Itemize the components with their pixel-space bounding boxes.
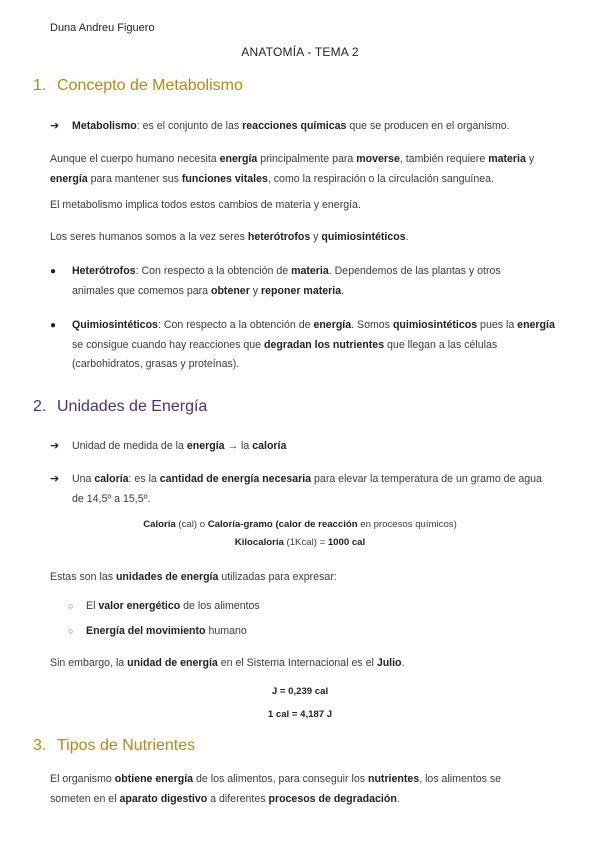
equation-cal-to-julio: 1 cal = 4,187 J: [267, 709, 333, 720]
list-item-quimiosinteticos: [50, 316, 570, 375]
caloria-text: Una caloría: es la cantidad de energía necesaria para elevar la temperatura de un gramo de agua de 14,5º a 15,5º.: [72, 473, 542, 505]
list-item-valor-energetico: [68, 597, 568, 617]
document-title: ANATOMÍA - TEMA 2: [241, 45, 359, 59]
metabolismo-definition: [50, 117, 570, 137]
paragraph-units-usage: Estas son las unidades de energía utilizadas para expresar:: [50, 571, 337, 583]
arrow-right-icon: ➔: [50, 440, 60, 452]
circle-bullet-icon: ○: [68, 626, 74, 636]
definition-text: Metabolismo: es el conjunto de las reacciones químicas que se producen en el organismo.: [72, 120, 510, 132]
paragraph-metabolism-changes: El metabolismo implica todos estos cambios de materia y energía.: [50, 199, 361, 211]
section-number: 3.: [33, 737, 47, 754]
author-name: Duna Andreu Figuero: [50, 22, 155, 34]
paragraph-energy: Aunque el cuerpo humano necesita energía principalmente para moverse, también requiere materia y energía para mantener sus funciones vitales, como la respiración o la circulación sanguínea.: [50, 153, 535, 185]
list-item-text: El valor energético de los alimentos: [86, 600, 260, 612]
equation-caloria: Caloría (cal) o Caloría-gramo (calor de reacción en procesos químicos): [143, 519, 457, 530]
circle-bullet-icon: ○: [68, 601, 74, 611]
section-title: Tipos de Nutrientes: [57, 737, 196, 754]
paragraph-julio: Sin embargo, la unidad de energía en el Sistema Internacional es el Julio.: [50, 657, 405, 669]
unit-definition: [50, 437, 570, 457]
list-item-text: Heterótrofos: Con respecto a la obtención de materia. Dependemos de las plantas y otros animales que comemos para obtener y reponer materia.: [72, 265, 501, 297]
list-item-text: Quimiosintéticos: Con respecto a la obtención de energía. Somos quimiosintéticos pues la energía se consigue cuando hay reacciones que degradan los nutrientes que llegan a las células (carbohidratos, grasas y proteínas).: [72, 319, 555, 370]
paragraph-nutrients: El organismo obtiene energía de los alimentos, para conseguir los nutrientes, los alimentos se someten en el aparato digestivo a diferentes procesos de degradación.: [50, 773, 502, 805]
list-item-heterotrofos: [50, 262, 570, 301]
equation-julio-to-cal: J = 0,239 cal: [271, 686, 329, 697]
arrow-right-icon: ➔: [50, 473, 60, 485]
section-title: Concepto de Metabolismo: [57, 77, 243, 94]
section-number: 2.: [33, 398, 47, 415]
caloria-definition: [50, 470, 570, 509]
bullet-icon: ●: [50, 266, 57, 277]
list-item-energia-movimiento: [68, 622, 568, 642]
section-2-heading: [33, 398, 207, 416]
unit-text: Unidad de medida de la energía → la caloría: [72, 440, 287, 452]
bullet-icon: ●: [50, 320, 57, 331]
section-number: 1.: [33, 77, 47, 94]
equation-kilocaloria: Kilocaloría (1Kcal) = 1000 cal: [234, 537, 366, 548]
section-title: Unidades de Energía: [57, 398, 208, 415]
list-item-text: Energía del movimiento humano: [86, 625, 247, 637]
section-3-heading: [33, 737, 195, 755]
paragraph-heterotrophs: Los seres humanos somos a la vez seres heterótrofos y quimiosintéticos.: [50, 231, 409, 243]
section-1-heading: [33, 77, 243, 95]
arrow-right-icon: ➔: [50, 120, 60, 132]
